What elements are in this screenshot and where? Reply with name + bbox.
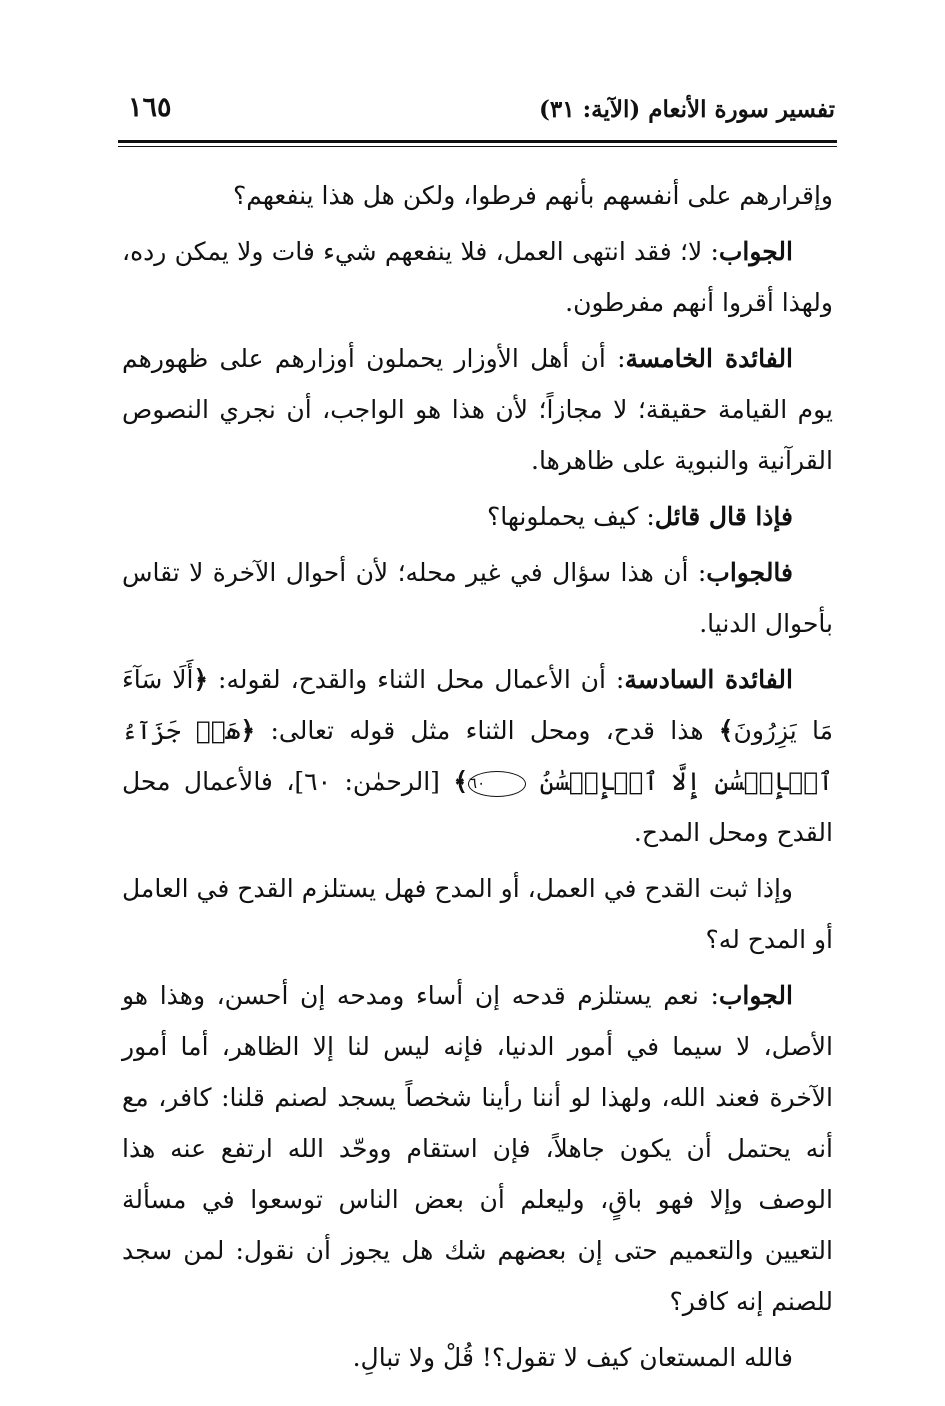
paragraph-text: : نعم يستلزم قدحه إن أساء ومدحه إن أحسن، وهذا هو الأصل، لا سيما في أمور الدنيا، فإنه ليس لنا إلا الظاهر، أما أمور الآخرة فعند الله، ولهذا لو أننا رأينا شخصاً يسجد لصنم قلنا: كافر، مع أنه يحتمل أن يكون جاهلاً، فإن استقام ووحّد الله ارتفع عنه هذا الوصف وإلا فهو باقٍ، وليعلم أن بعض الناس توسعوا في مسألة التعيين والتعميم حتى إن بعضهم شك هل يجوز أن نقول: لمن سجد للصنم إنه كافر؟ (122, 981, 833, 1316)
paragraph-9 (122, 1332, 833, 1383)
paragraph-2 (122, 226, 833, 328)
header-rule-thin (118, 146, 837, 147)
paragraph-text: : أن هذا سؤال في غير محله؛ لأن أحوال الآخرة لا تقاس بأحوال الدنيا. (122, 558, 833, 638)
paragraph-label: فالجواب (706, 558, 793, 587)
quran-bracket-open: ﴿ (193, 665, 209, 694)
page-number: ١٦٥ (128, 92, 172, 123)
running-title: تفسير سورة الأنعام (الآية: ٣١) (539, 96, 835, 123)
quran-quote: أَلَا سَآءَ مَا يَزِرُونَ (122, 665, 833, 745)
quran-bracket-open: ﴿ (240, 716, 256, 745)
header-rule (118, 140, 837, 143)
quran-bracket-close: ﴾ (453, 767, 469, 796)
paragraph-text: : لا؛ فقد انتهى العمل، فلا ينفعهم شيء فات ولا يمكن رده، ولهذا أقروا أنهم مفرطون. (122, 237, 833, 317)
paragraph-1 (122, 170, 833, 221)
paragraph-label: الجواب (718, 237, 793, 266)
paragraph-text: : أن الأعمال محل الثناء والقدح، لقوله: (208, 665, 625, 694)
paragraph-text: [الرحمٰن: ٦٠]، فالأعمال محل القدح ومحل المدح. (122, 767, 833, 847)
paragraph-6 (122, 654, 833, 858)
paragraph-text: فالله المستعان كيف لا تقول؟! قُلْ ولا تبالِ. (352, 1343, 793, 1372)
body-text (122, 170, 833, 1388)
paragraph-3 (122, 333, 833, 486)
page-header (120, 92, 835, 132)
paragraph-4 (122, 491, 833, 542)
paragraph-label: الجواب (718, 981, 793, 1010)
quran-quote: هَلۡ جَزَآءُ ٱلۡإِحۡسَٰنِ إِلَّا ٱلۡإِحۡسَٰنُ (122, 716, 833, 796)
paragraph-text: وإذا ثبت القدح في العمل، أو المدح فهل يستلزم القدح في العامل أو المدح له؟ (122, 874, 833, 954)
paragraph-7 (122, 863, 833, 965)
ayah-number-mark: ٦٠ (468, 771, 526, 797)
paragraph-label: الفائدة الخامسة (625, 344, 794, 373)
paragraph-text: هذا قدح، ومحل الثناء مثل قوله تعالى: (255, 716, 719, 745)
paragraph-5 (122, 547, 833, 649)
paragraph-text: : كيف يحملونها؟ (487, 502, 655, 531)
quran-bracket-close: ﴾ (718, 716, 734, 745)
paragraph-text: : أن أهل الأوزار يحملون أوزارهم على ظهورهم يوم القيامة حقيقة؛ لا مجازاً؛ لأن هذا هو الواجب، أن نجري النصوص القرآنية والنبوية على ظاهرها. (122, 344, 833, 475)
paragraph-8 (122, 970, 833, 1327)
paragraph-label: الفائدة السادسة (624, 665, 793, 694)
paragraph-text: وإقرارهم على أنفسهم بأنهم فرطوا، ولكن هل هذا ينفعهم؟ (232, 181, 833, 210)
paragraph-label: فإذا قال قائل (654, 502, 793, 531)
